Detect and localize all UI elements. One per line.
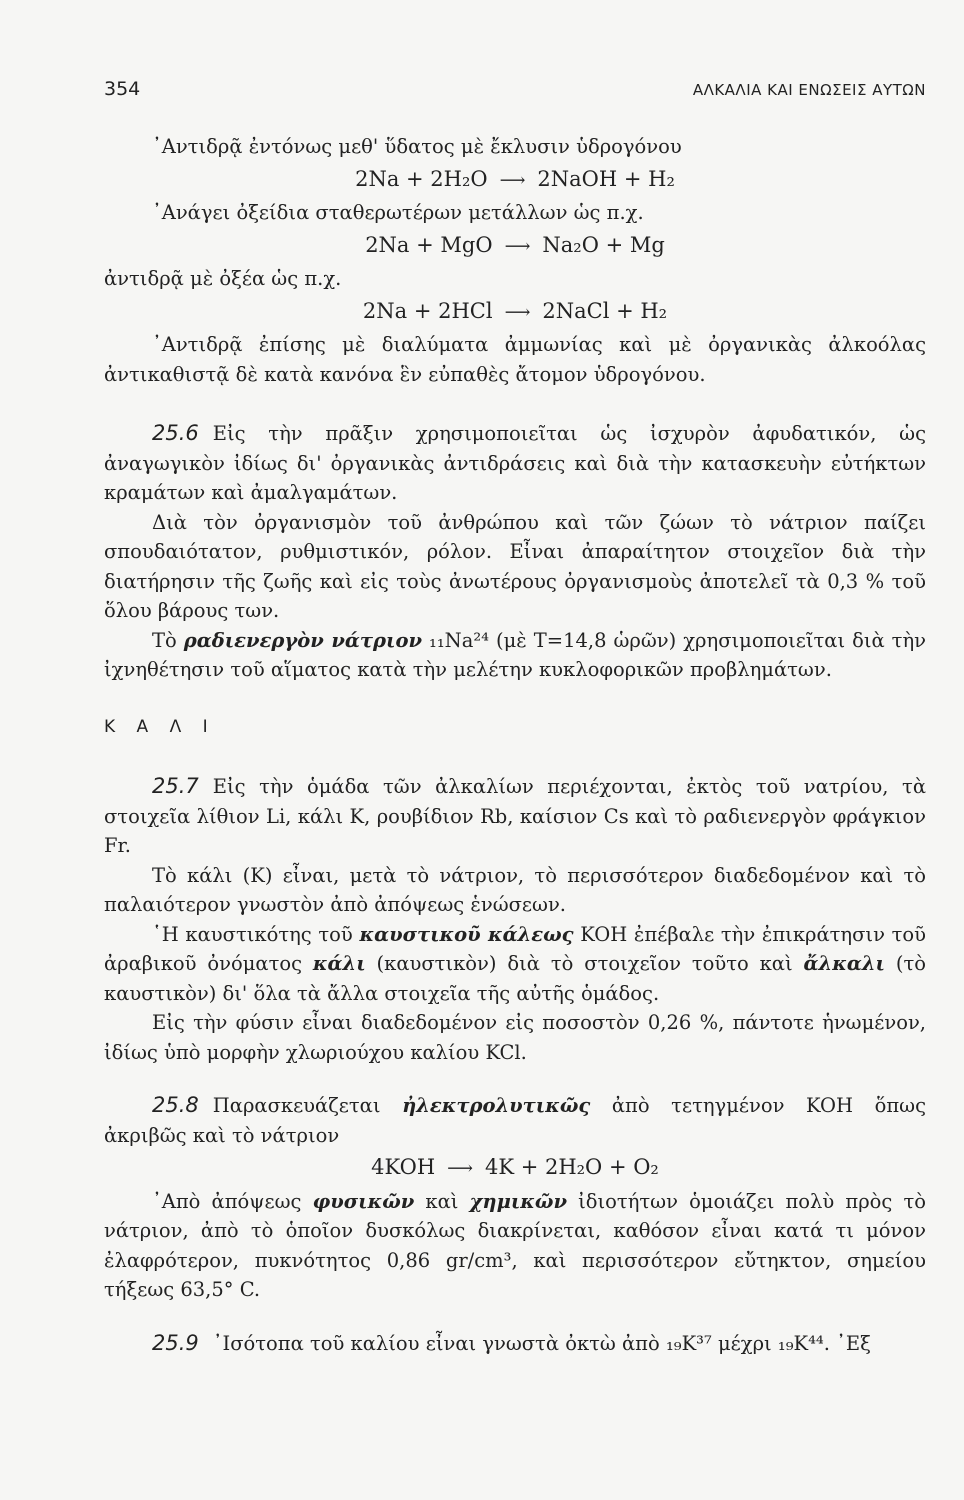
equation-rhs: 4K + 2H₂O + O₂ (484, 1155, 659, 1179)
equation-lhs: 2Na + 2HCl (362, 298, 493, 323)
text: (μὲ T=14,8 ὡρῶν) χρησιμοποιεῖται διὰ τὴν ἰχνηθέτησιν τοῦ αἵματος κατὰ τὴν μελέτην κυκλοφορικῶν προβλημάτων. (104, 628, 927, 681)
text: ᾿Απὸ ἀπόψεως (152, 1189, 313, 1213)
equation (104, 165, 926, 196)
paragraph: ᾿Αντιδρᾷ ἐντόνως μεθ' ὕδατος μὲ ἔκλυσιν ὑδρογόνου (152, 135, 682, 158)
paragraph: Διὰ τὸν ὀργανισμὸν τοῦ ἀνθρώπου καὶ τῶν ζώων τὸ νάτριον παίζει σπουδαιότατον, ρυθμιστικόν, ρόλον. Εἶναι ἀπαραίτητον στοιχεῖον διὰ τὴν διατήρησιν τῆς ζωῆς καὶ εἰς τοὺς ἀνωτέρους ὀργανισμοὺς ἀποτελεῖ τὰ 0,3 % τοῦ ὅλου βάρους των. (104, 510, 926, 622)
paragraph-text: Εἰς τὴν ὁμάδα τῶν ἀλκαλίων περιέχονται, ἐκτὸς τοῦ νατρίου, τὰ στοιχεῖα λίθιον Li, κάλι K, ρουβίδιον Rb, καίσιον Cs καὶ τὸ ραδιενεργὸν φράγκιον Fr. (104, 775, 926, 857)
equation (104, 1153, 926, 1184)
section-number: 25.8 (152, 1093, 199, 1117)
emphasis: καυστικοῦ κάλεως (359, 922, 574, 946)
paragraph (104, 920, 926, 1009)
text: ῾Η καυστικότης τοῦ (152, 922, 360, 946)
page-body (104, 132, 926, 1358)
paragraph: ᾿Ανάγει ὀξείδια σταθερωτέρων μετάλλων ὡς π.χ. (152, 201, 644, 224)
text: καὶ (414, 1189, 470, 1213)
equation (104, 231, 926, 262)
text: KOH ἐπέβαλε τὴν ἐπικράτησιν τοῦ ἀραβικοῦ ὀνόματος (104, 922, 926, 975)
emphasis: χημικῶν (469, 1189, 568, 1213)
section-25-7 (104, 772, 926, 861)
paragraph: Εἰς τὴν φύσιν εἶναι διαδεδομένον εἰς ποσοστὸν 0,26 %, πάντοτε ἡνωμένον, ἰδίως ὑπὸ μορφὴν χλωριούχου καλίου KCl. (104, 1011, 926, 1064)
paragraph-text: Εἰς τὴν πρᾶξιν χρησιμοποιεῖται ὡς ἰσχυρὸν ἀφυδατικόν, ὡς ἀναγωγικὸν ἰδίως δι' ὀργανικὰς ἀντιδράσεις καὶ διὰ τὴν κατασκευὴν εὐτήκτων κραμάτων καὶ ἀμαλγαμάτων. (104, 422, 926, 504)
paragraph (104, 626, 926, 685)
equation-lhs: 4KOH (371, 1155, 436, 1179)
paragraph: ἀντιδρᾷ μὲ ὀξέα ὡς π.χ. (104, 267, 342, 290)
equation-lhs: 2Na + MgO (365, 232, 493, 257)
arrow: ⟶ (504, 301, 531, 323)
text: (τὸ καυστικὸν) δι' ὅλα τὰ ἄλλα στοιχεῖα τῆς αὐτῆς ὁμάδος. (104, 952, 926, 1005)
page-number: 354 (104, 78, 141, 100)
section-number: 25.6 (152, 421, 199, 445)
section-25-9 (104, 1329, 926, 1359)
arrow: ⟶ (504, 235, 531, 257)
text: (καυστικὸν) διὰ τὸ στοιχεῖον τοῦτο καὶ (365, 952, 804, 975)
arrow: ⟶ (499, 169, 526, 191)
emphasis: κάλι (312, 952, 366, 975)
section-25-8 (104, 1091, 926, 1150)
equation-rhs: Na₂O + Mg (542, 232, 665, 257)
paragraph (104, 1187, 926, 1305)
page-header (104, 78, 926, 100)
arrow: ⟶ (447, 1158, 473, 1179)
emphasis: φυσικῶν (312, 1189, 415, 1213)
isotope: ₁₁Na²⁴ (429, 628, 489, 652)
text: ἰδιοτήτων ὁμοιάζει πολὺ πρὸς τὸ νάτριον, ἀπὸ τὸ ὁποῖον δυσκόλως διακρίνεται, καθόσον εἶναι κατά τι μόνον ἐλαφρότερον, πυκνότητος 0,86 gr/cm³, καὶ περισσότερον εὔτηκτον, σημείου τήξεως 63,5° C. (104, 1189, 926, 1301)
paragraph: Τὸ κάλι (K) εἶναι, μετὰ τὸ νάτριον, τὸ περισσότερον διαδεδομένον καὶ τὸ παλαιότερον γνωστὸν ἀπὸ ἀπόψεως ἑνώσεων. (104, 863, 926, 916)
emphasis: ραδιενεργὸν νάτριον (183, 628, 422, 652)
emphasis: ἠλεκτρολυτικῶς (402, 1094, 591, 1117)
running-title: ΑΛΚΑΛΙΑ ΚΑΙ ΕΝΩΣΕΙΣ ΑΥΤΩΝ (692, 81, 926, 99)
paragraph-text: ᾿Ισότοπα τοῦ καλίου εἶναι γνωστὰ ὀκτὼ ἀπὸ ₁₉K³⁷ μέχρι ₁₉K⁴⁴. ᾿Εξ (212, 1331, 871, 1355)
equation-rhs: 2NaCl + H₂ (542, 298, 668, 323)
equation-lhs: 2Na + 2H₂O (355, 166, 488, 191)
equation-rhs: 2NaOH + H₂ (537, 166, 675, 191)
section-number: 25.7 (152, 774, 199, 798)
paragraph: ᾿Αντιδρᾷ ἐπίσης μὲ διαλύματα ἀμμωνίας καὶ μὲ ὀργανικὰς ἀλκοόλας ἀντικαθιστᾷ δὲ κατὰ κανόνα ἓν εὐπαθὲς ἄτομον ὑδρογόνου. (104, 333, 926, 386)
text: Τὸ (152, 628, 184, 652)
section-25-6 (104, 419, 926, 508)
equation (104, 297, 926, 328)
text: ἀπὸ τετηγμένον KOH ὅπως ἀκριβῶς καὶ τὸ νάτριον (104, 1094, 927, 1147)
emphasis: ἄλκαλι (803, 952, 885, 975)
section-number: 25.9 (152, 1330, 199, 1355)
section-heading: Κ Α Λ Ι (104, 716, 216, 737)
text: Παρασκευάζεται (212, 1094, 403, 1117)
